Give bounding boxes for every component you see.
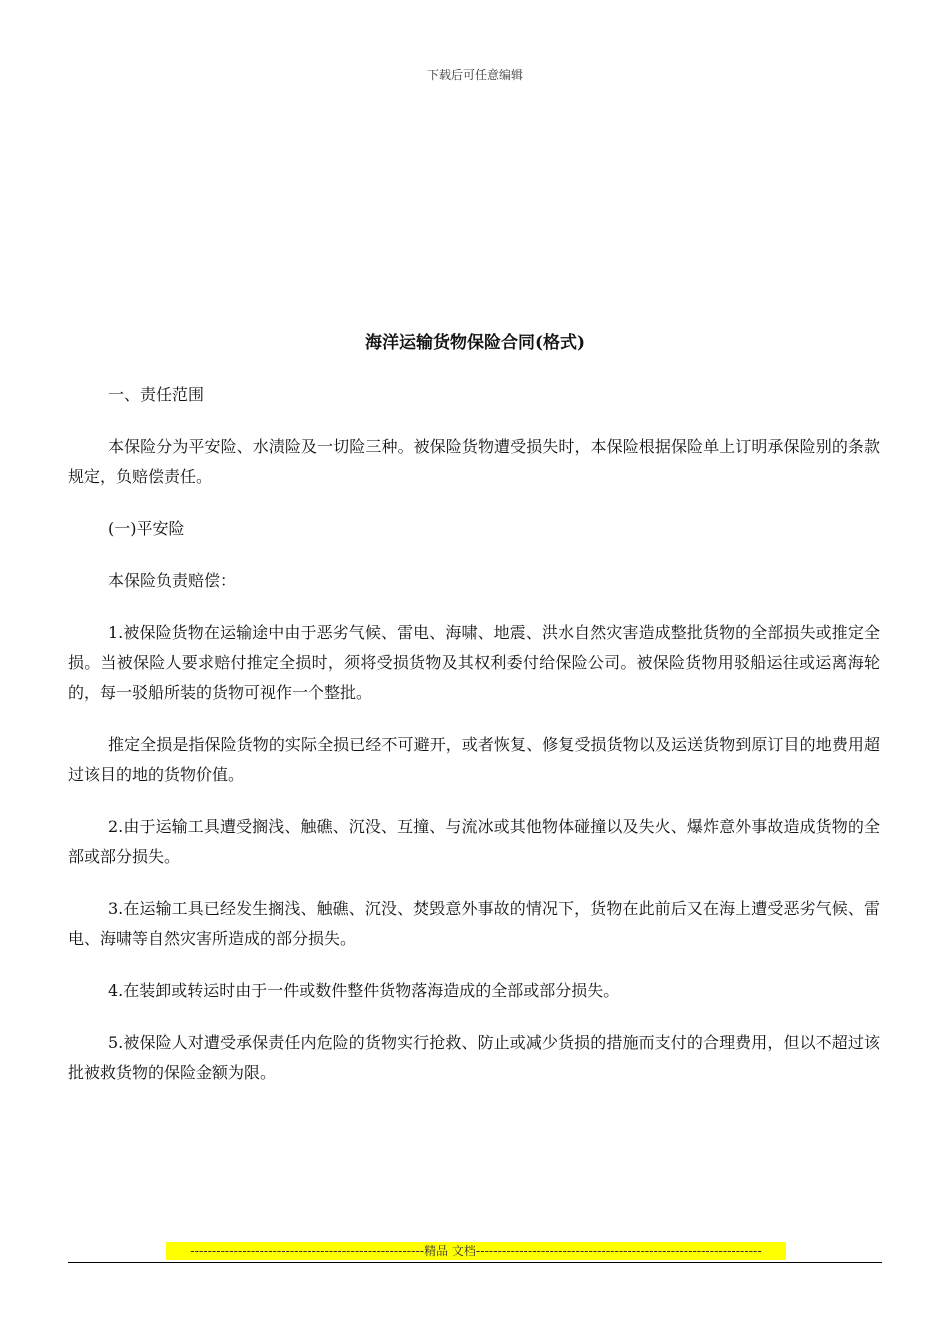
- paragraph-coverage-intro: 本保险负责赔偿：: [108, 571, 237, 590]
- clause-2: 2.由于运输工具遭受搁浅、触礁、沉没、互撞、与流冰或其他物体碰撞以及失火、爆炸意外事故造成货物的全部或部分损失。: [68, 817, 880, 866]
- paragraph-constructive-total-loss: 推定全损是指保险货物的实际全损已经不可避开，或者恢复、修复受损货物以及运送货物到原订目的地费用超过该目的地的货物价值。: [68, 735, 880, 784]
- clause-1: 1.被保险货物在运输途中由于恶劣气候、雷电、海啸、地震、洪水自然灾害造成整批货物的全部损失或推定全损。当被保险人要求赔付推定全损时，须将受损货物及其权利委付给保险公司。被保险货物用驳船运往或运离海轮的，每一驳船所装的货物可视作一个整批。: [68, 623, 880, 702]
- section-heading-liability-scope: 一、责任范围: [108, 385, 205, 404]
- clause-3: 3.在运输工具已经发生搁浅、触礁、沉没、焚毁意外事故的情况下，货物在此前后又在海上遭受恶劣气候、雷电、海啸等自然灾害所造成的部分损失。: [68, 899, 880, 948]
- document-body: [68, 380, 880, 1110]
- footer-highlight-band: ------------------------------------------------------精品 文档------------------------------------------------------------------: [166, 1242, 786, 1260]
- header-note: 下载后可任意编辑: [426, 68, 523, 82]
- clause-4: 4.在装卸或转运时由于一件或数件整件货物落海造成的全部或部分损失。: [108, 981, 620, 1000]
- paragraph-insurance-types: 本保险分为平安险、水渍险及一切险三种。被保险货物遭受损失时，本保险根据保险单上订明承保险别的条款规定，负赔偿责任。: [68, 437, 880, 486]
- document-title: 海洋运输货物保险合同(格式): [364, 333, 586, 353]
- clause-5: 5.被保险人对遭受承保责任内危险的货物实行抢救、防止或减少货损的措施而支付的合理费用，但以不超过该批被救货物的保险金额为限。: [68, 1033, 880, 1082]
- subsection-heading-fpa: (一)平安险: [108, 519, 185, 538]
- footer-rule: [68, 1262, 882, 1263]
